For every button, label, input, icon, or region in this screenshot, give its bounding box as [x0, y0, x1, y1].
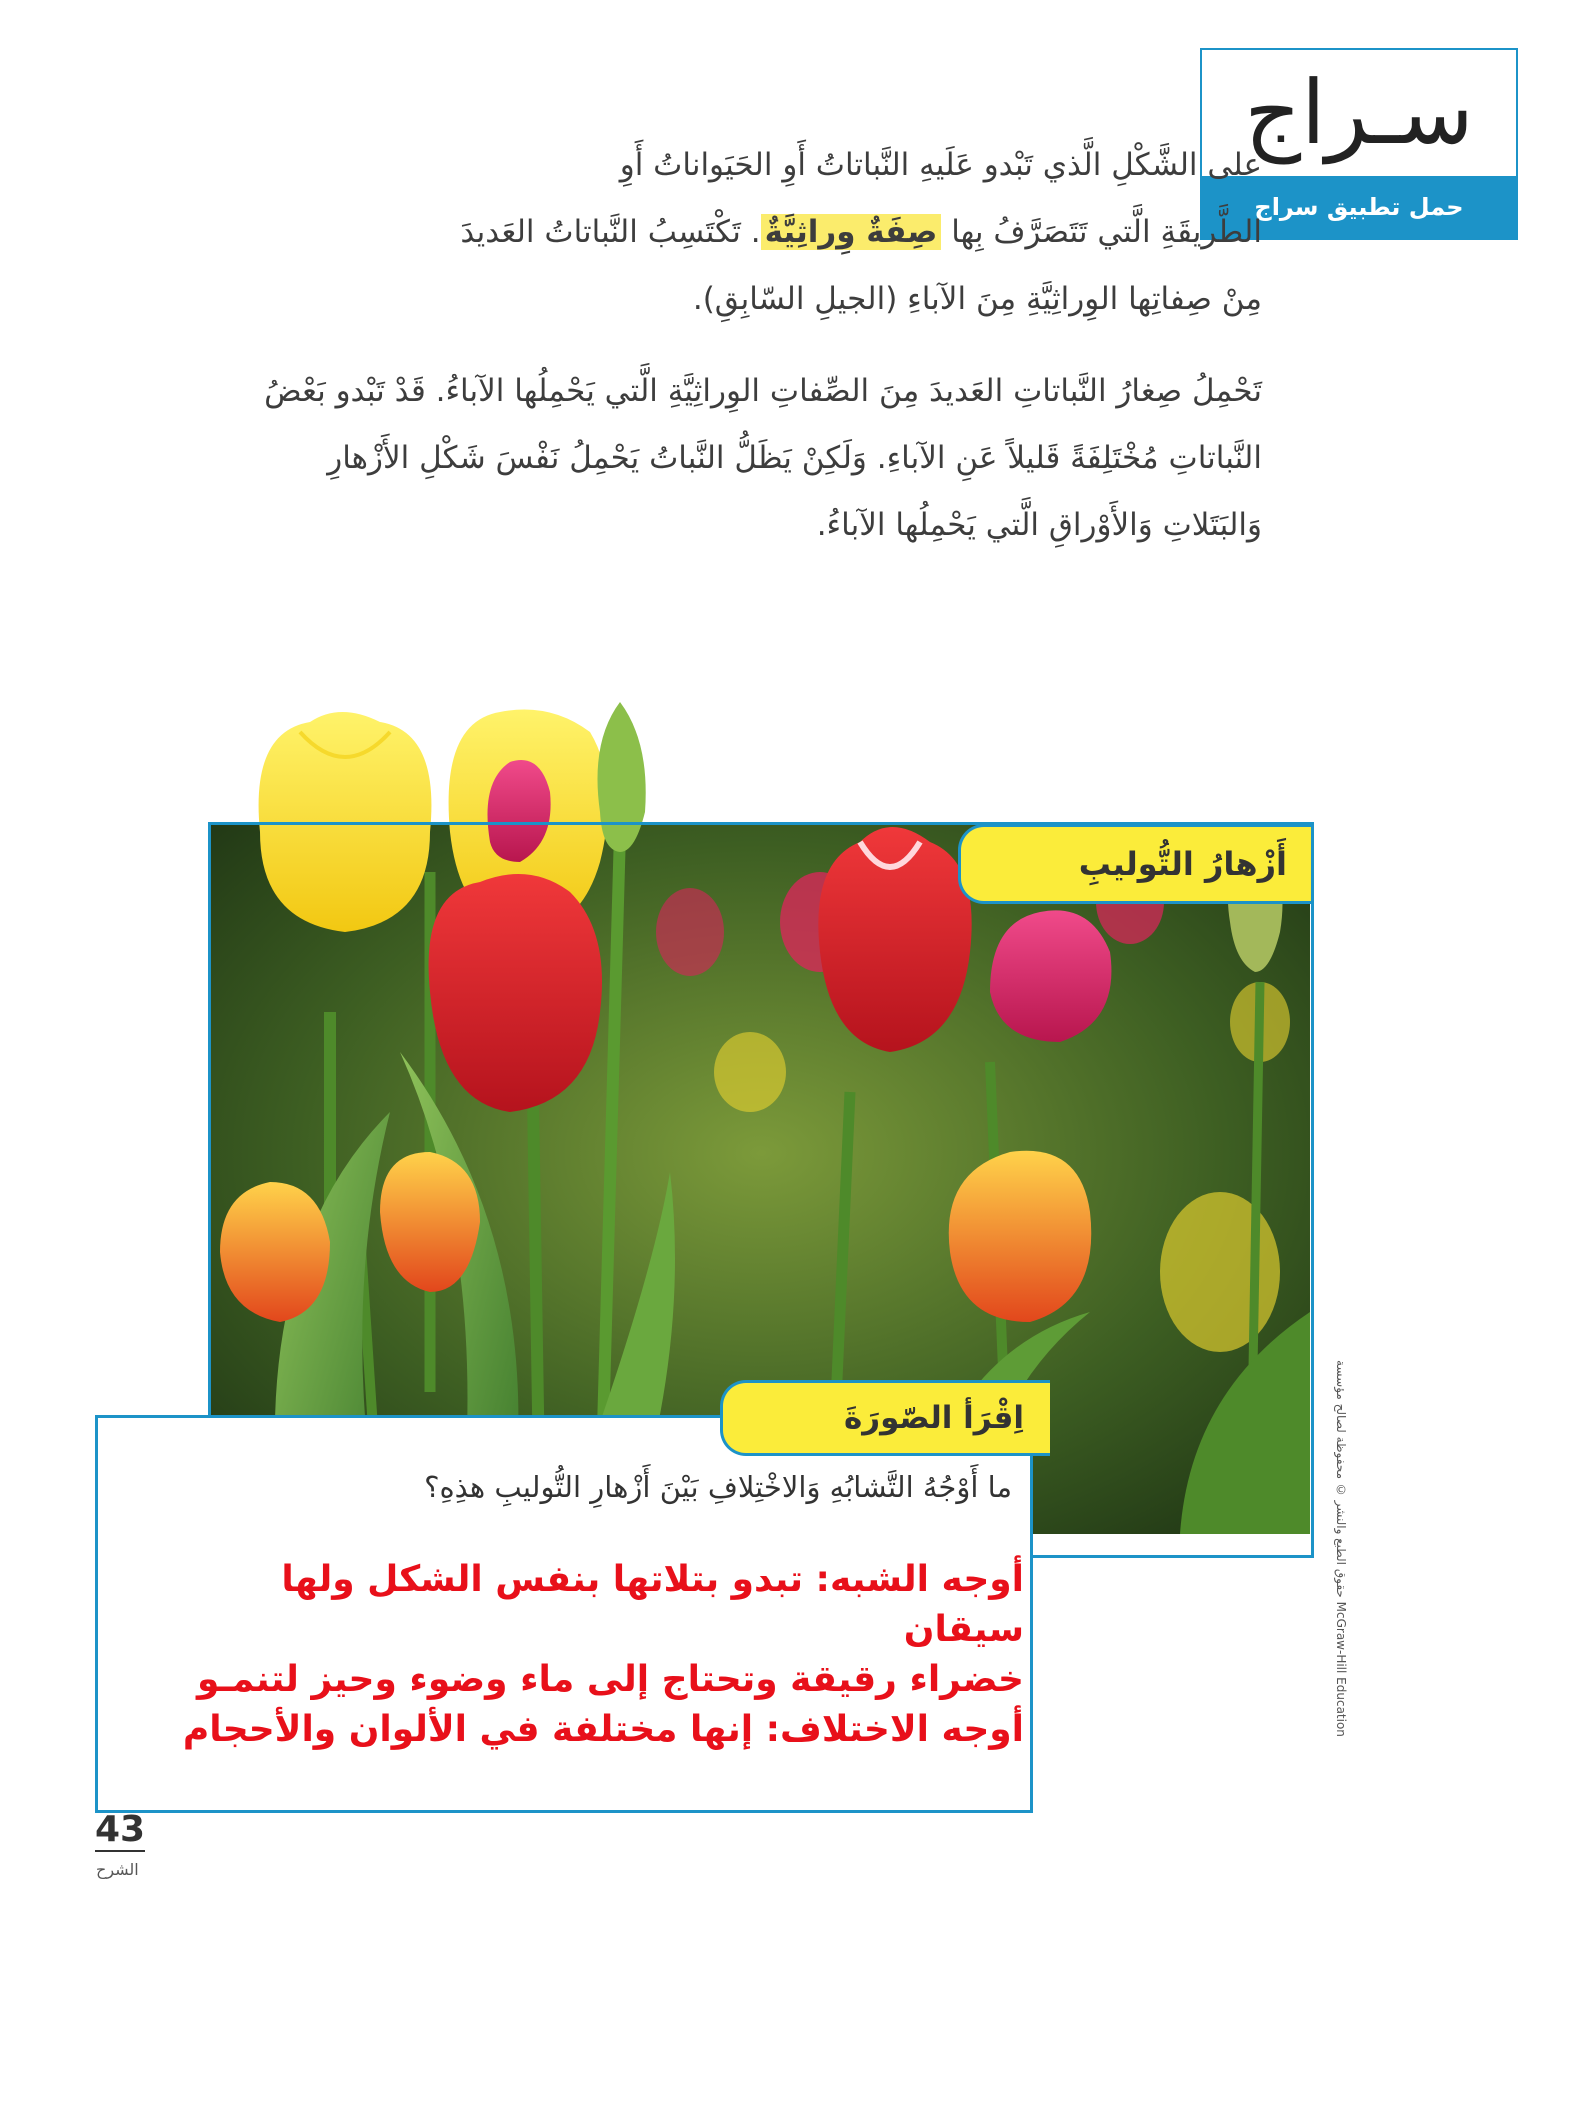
copyright-credit: حقوق الطبع والنشر © محفوظة لصالح مؤسسة McGraw-Hill Education — [1334, 1360, 1348, 1737]
highlighted-term: صِفَةٌ وِراثِيَّةٌ — [761, 214, 942, 250]
read-picture-question: ما أَوْجُهُ التَّشابُهِ وَالاخْتِلافِ بَيْنَ أَزْهارِ التُّوليبِ هذِهِ؟ — [424, 1470, 1012, 1504]
answer-line: أوجه الاختلاف: إنها مختلفة في الألوان والأحجام — [182, 1709, 1024, 1750]
page-number: 43 — [95, 1809, 146, 1850]
brand-tagline: حمل تطبيق سراج — [1202, 176, 1516, 238]
paragraph-heredity — [262, 132, 1262, 333]
text-span: . تَكْتَسِبُ النَّباتاتُ العَديدَ — [460, 214, 761, 250]
text-span: الطَّريقَةِ الَّتي تَتَصَرَّفُ بِها — [951, 214, 1262, 250]
page-label: الشرح — [96, 1860, 139, 1879]
brand-logo: سـراج — [1244, 61, 1474, 164]
answer-line: خضراء رقيقة وتحتاج إلى ماء وضوء وحيز لتنمـو — [197, 1659, 1024, 1700]
paragraph-line: على الشَّكْلِ الَّذي تَبْدو عَلَيهِ النَّباتاتُ أَوِ الحَيَواناتُ أَوِ — [619, 147, 1262, 183]
paragraph-offspring: تَحْمِلُ صِغارُ النَّباتاتِ العَديدَ مِنَ الصِّفاتِ الوِراثِيَّةِ الَّتي يَحْمِلُها الآباءُ. قَدْ تَبْدو بَعْضُ النَّباتاتِ مُخْتَلِفَةً قَليلاً عَنِ الآباءِ. وَلَكِنْ يَظَلُّ النَّباتُ يَحْمِلُ نَفْسَ شَكْلِ الأَزْهارِ وَالبَتَلاتِ وَالأَوْراقِ الَّتي يَحْمِلُها الآباءُ. — [264, 373, 1262, 543]
paragraph-line: مِنْ صِفاتِها الوِراثِيَّةِ مِنَ الآباءِ (الجيلِ السّابِقِ). — [692, 281, 1262, 317]
answer-line: أوجه الشبه: تبدو بتلاتها بنفس الشكل ولها سيقان — [281, 1559, 1024, 1650]
paragraph-line — [262, 199, 1262, 266]
photo-caption: أَزْهارُ التُّوليبِ — [958, 824, 1311, 904]
read-picture-title: اِقْرَأ الصّورَةَ — [720, 1380, 1050, 1456]
handwritten-answer[interactable] — [180, 1555, 1024, 1755]
